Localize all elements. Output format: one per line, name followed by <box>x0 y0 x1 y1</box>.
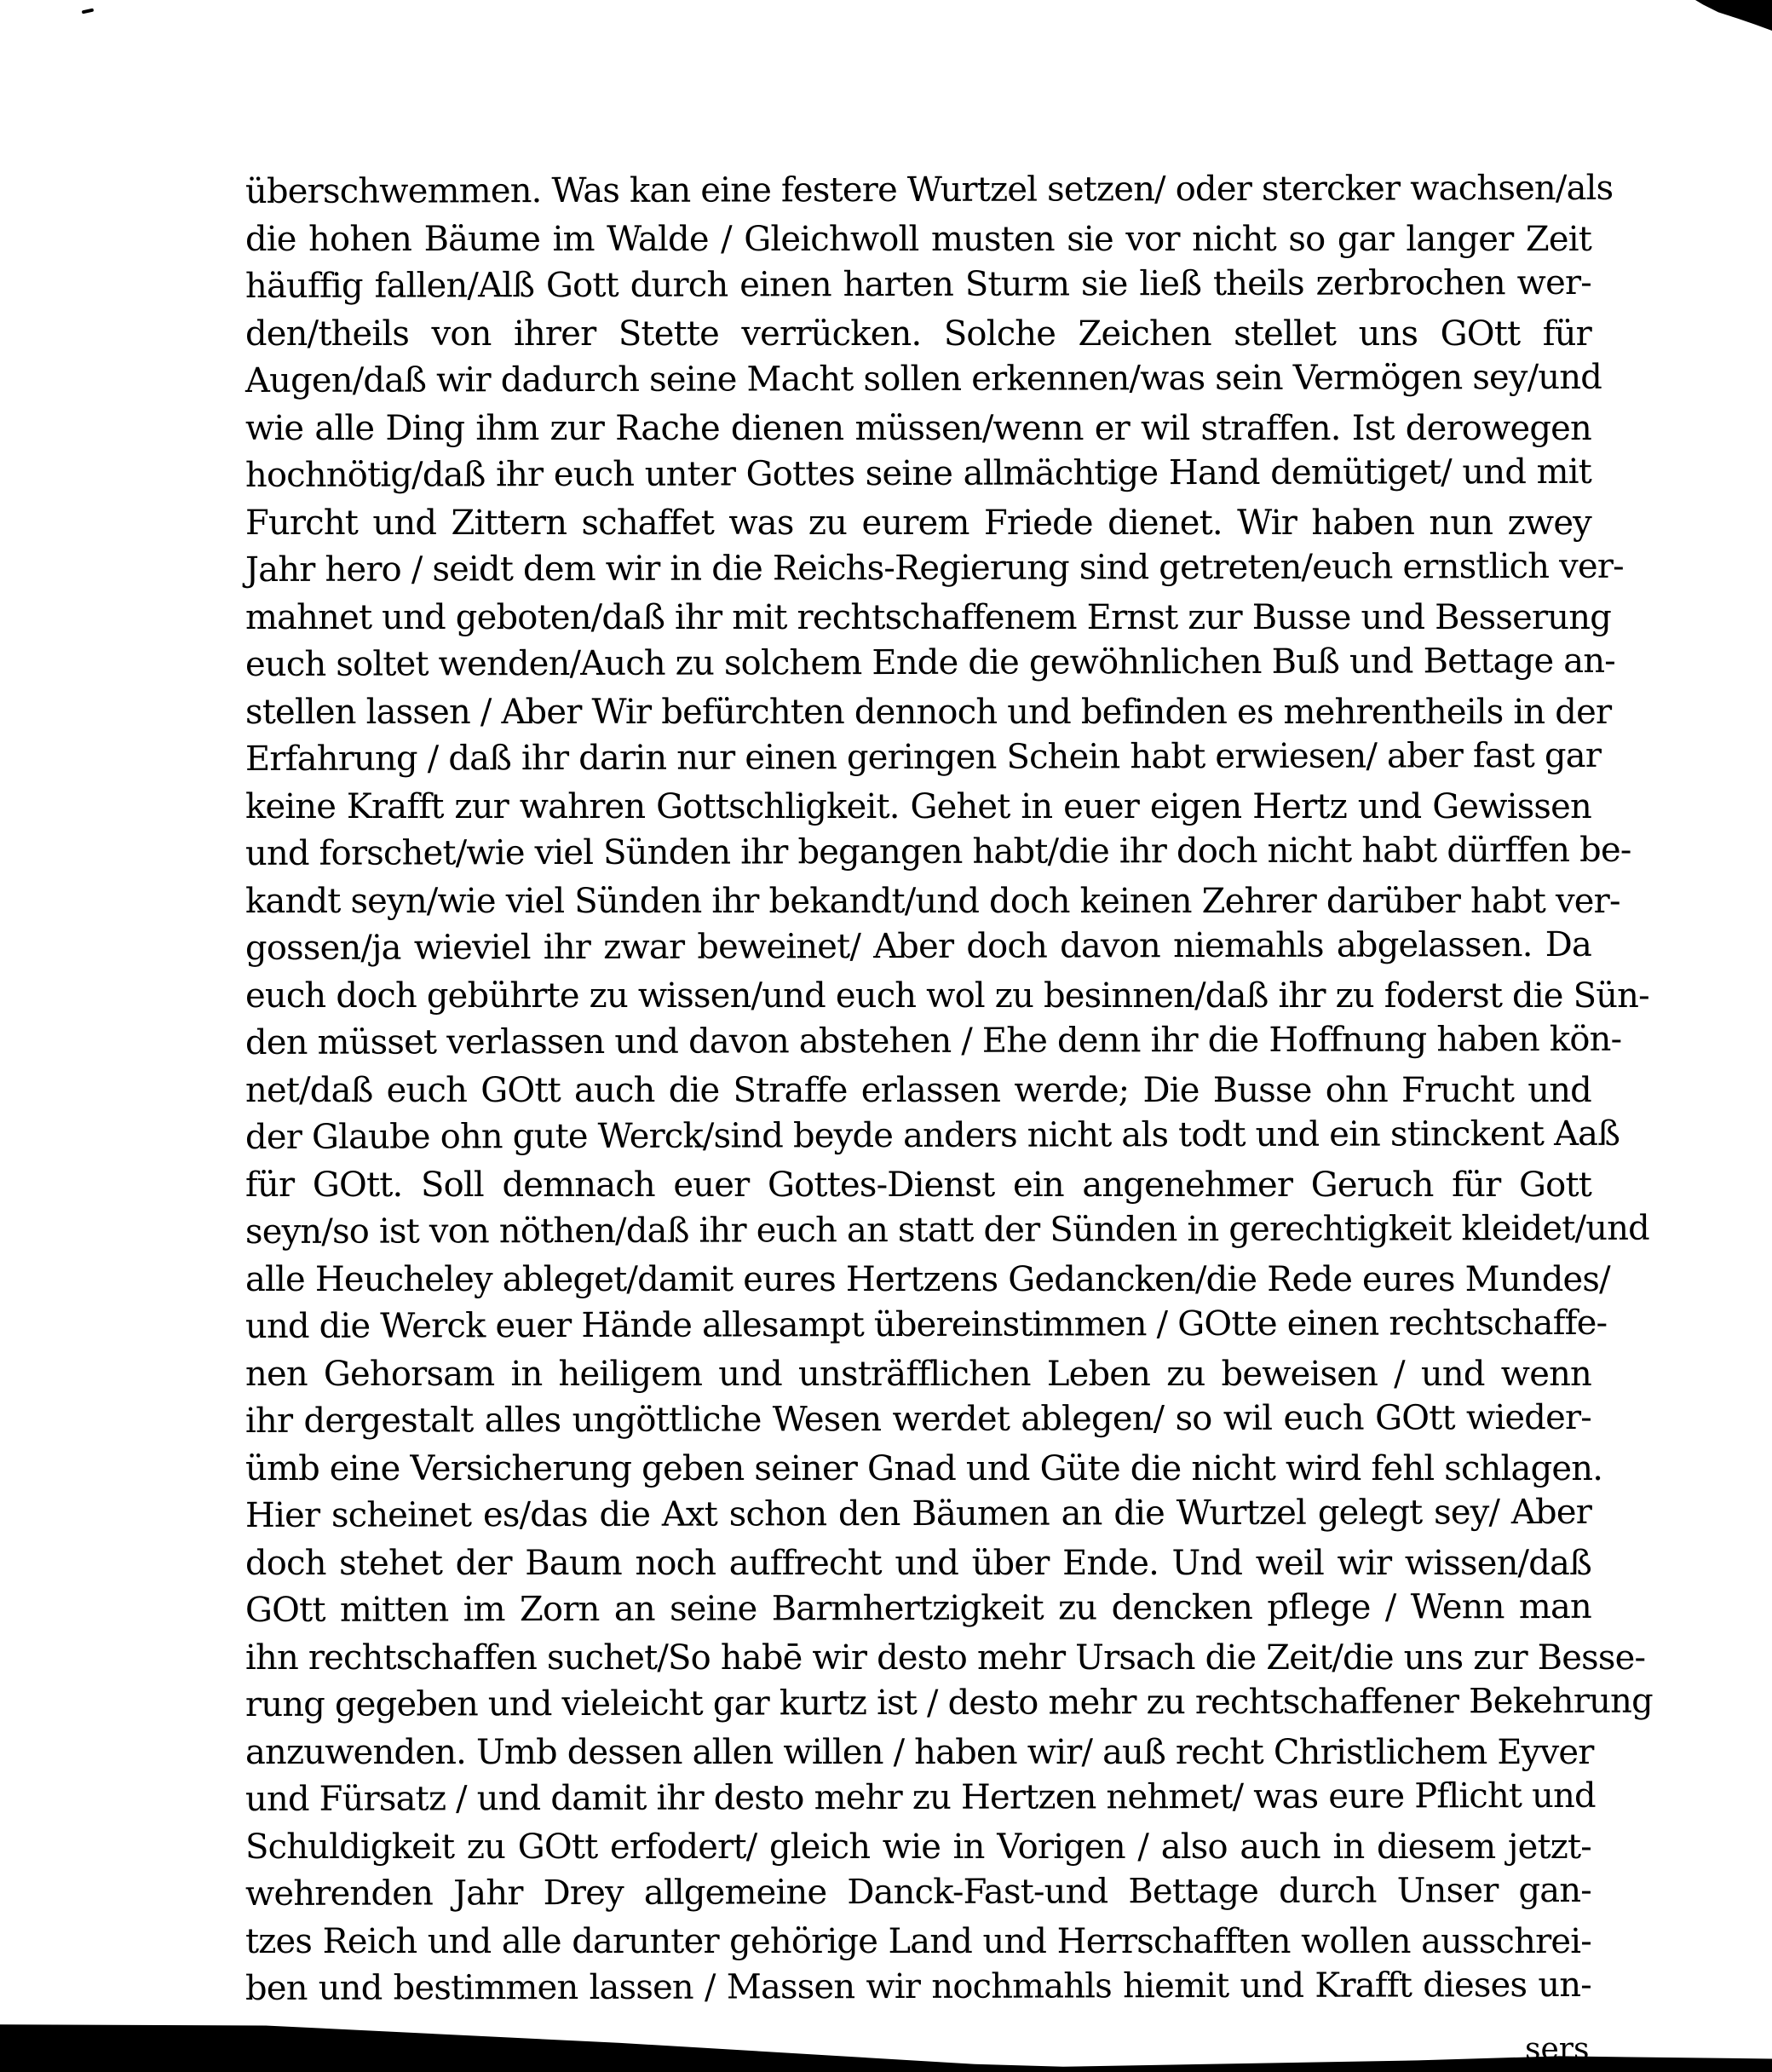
text-line: und forschet/wie viel Sünden ihr begangen habt/die ihr doch nicht habt dürffen be- <box>245 830 1631 873</box>
text-line: Augen/daß wir dadurch seine Macht sollen erkennen/was sein Vermögen sey/und <box>245 357 1602 400</box>
text-line: ben und bestimmen lassen / Massen wir nochmahls hiemit und Krafft dieses un- <box>245 1965 1592 2008</box>
text-line: stellen lassen / Aber Wir befürchten dennoch und befinden es mehrentheils in der <box>245 692 1612 732</box>
text-line: häuffig fallen/Alß Gott durch einen harten Sturm sie ließ theils zerbrochen wer- <box>245 262 1592 306</box>
text-line: die hohen Bäume im Walde / Gleichwoll musten sie vor nicht so gar langer Zeit <box>245 219 1591 259</box>
text-line: den/theils von ihrer Stette verrücken. Solche Zeichen stellet uns GOtt für <box>245 314 1591 354</box>
text-line: wie alle Ding ihm zur Rache dienen müssen/wenn er wil straffen. Ist derowegen <box>245 408 1591 448</box>
text-line: und die Werck euer Hände allesampt übereinstimmen / GOtte einen rechtschaffe- <box>245 1303 1608 1346</box>
text-line: Hier scheinet es/das die Axt schon den Bäumen an die Wurtzel gelegt sey/ Aber <box>245 1492 1592 1535</box>
text-line: rung gegeben und vieleicht gar kurtz ist / desto mehr zu rechtschaffener Bekehrung <box>245 1681 1653 1724</box>
text-line: anzuwenden. Umb dessen allen willen / haben wir/ auß recht Christlichem Eyver <box>245 1732 1594 1772</box>
text-line: den müsset verlassen und davon abstehen / Ehe denn ihr die Hoffnung haben kön- <box>245 1019 1622 1062</box>
scan-speck-mark <box>82 9 95 14</box>
text-line: Furcht und Zittern schaffet was zu eurem Friede dienet. Wir haben nun zwey <box>245 503 1591 543</box>
text-line: hochnötig/daß ihr euch unter Gottes seine allmächtige Hand demütiget/ und mit <box>245 452 1592 495</box>
text-line: ümb eine Versicherung geben seiner Gnad und Güte die nicht wird fehl schlagen. <box>245 1448 1603 1488</box>
text-line: keine Krafft zur wahren Gottschligkeit. Gehet in euer eigen Hertz und Gewissen <box>245 786 1591 826</box>
text-line: überschwemmen. Was kan eine festere Wurtzel setzen/ oder stercker wachsen/als <box>245 168 1614 211</box>
text-line: Erfahrung / daß ihr darin nur einen geringen Schein habt erwiesen/ aber fast gar <box>245 735 1602 779</box>
text-line: kandt seyn/wie viel Sünden ihr bekandt/und doch keinen Zehrer darüber habt ver- <box>245 881 1620 921</box>
text-line: ihr dergestalt alles ungöttliche Wesen werdet ablegen/ so wil euch GOtt wieder- <box>245 1397 1592 1441</box>
text-line: seyn/so ist von nöthen/daß ihr euch an statt der Sünden in gerechtigkeit kleidet/und <box>245 1208 1650 1252</box>
text-line: und Fürsatz / und damit ihr desto mehr zu Hertzen nehmet/ was eure Pflicht und <box>245 1776 1596 1819</box>
text-line: doch stehet der Baum noch auffrecht und über Ende. Und weil wir wissen/daß <box>245 1543 1591 1583</box>
text-line: mahnet und geboten/daß ihr mit rechtschaffenem Ernst zur Busse und Besserung <box>245 597 1612 637</box>
body-text <box>245 168 1653 2013</box>
text-line: für GOtt. Soll demnach euer Gottes-Dienst ein angenehmer Geruch für Gott <box>245 1165 1591 1205</box>
text-line: euch soltet wenden/Auch zu solchem Ende die gewöhnlichen Buß und Bettage an- <box>245 641 1616 684</box>
text-line: net/daß euch GOtt auch die Straffe erlassen werde; Die Busse ohn Frucht und <box>245 1070 1591 1110</box>
text-line: wehrenden Jahr Drey allgemeine Danck-Fast-und Bettage durch Unser gan- <box>245 1870 1592 1914</box>
text-line: euch doch gebührte zu wissen/und euch wol zu besinnen/daß ihr zu foderst die Sün- <box>245 976 1649 1016</box>
catchword: sers <box>1525 2032 1590 2067</box>
text-line: Schuldigkeit zu GOtt erfodert/ gleich wie in Vorigen / also auch in diesem jetzt- <box>245 1827 1591 1867</box>
text-line: tzes Reich und alle darunter gehörige Land und Herrschafften wollen ausschrei- <box>245 1921 1591 1961</box>
text-line: ihn rechtschaffen suchet/So habē wir desto mehr Ursach die Zeit/die uns zur Besse- <box>245 1637 1646 1678</box>
scan-corner-shadow <box>1695 0 1772 31</box>
text-line: gossen/ja wieviel ihr zwar beweinet/ Aber doch davon niemahls abgelassen. Da <box>245 924 1592 968</box>
text-line: der Glaube ohn gute Werck/sind beyde anders nicht als todt und ein stinckent Aaß <box>245 1114 1620 1157</box>
text-line: Jahr hero / seidt dem wir in die Reichs-Regierung sind getreten/euch ernstlich ver- <box>245 546 1624 590</box>
scan-bottom-shadow <box>0 2019 1772 2072</box>
text-line: nen Gehorsam in heiligem und unsträfflichen Leben zu beweisen / und wenn <box>245 1354 1591 1394</box>
text-line: alle Heucheley ableget/damit eures Hertzens Gedancken/die Rede eures Mundes/ <box>245 1259 1610 1299</box>
text-line: GOtt mitten im Zorn an seine Barmhertzigkeit zu dencken pflege / Wenn man <box>245 1586 1592 1630</box>
